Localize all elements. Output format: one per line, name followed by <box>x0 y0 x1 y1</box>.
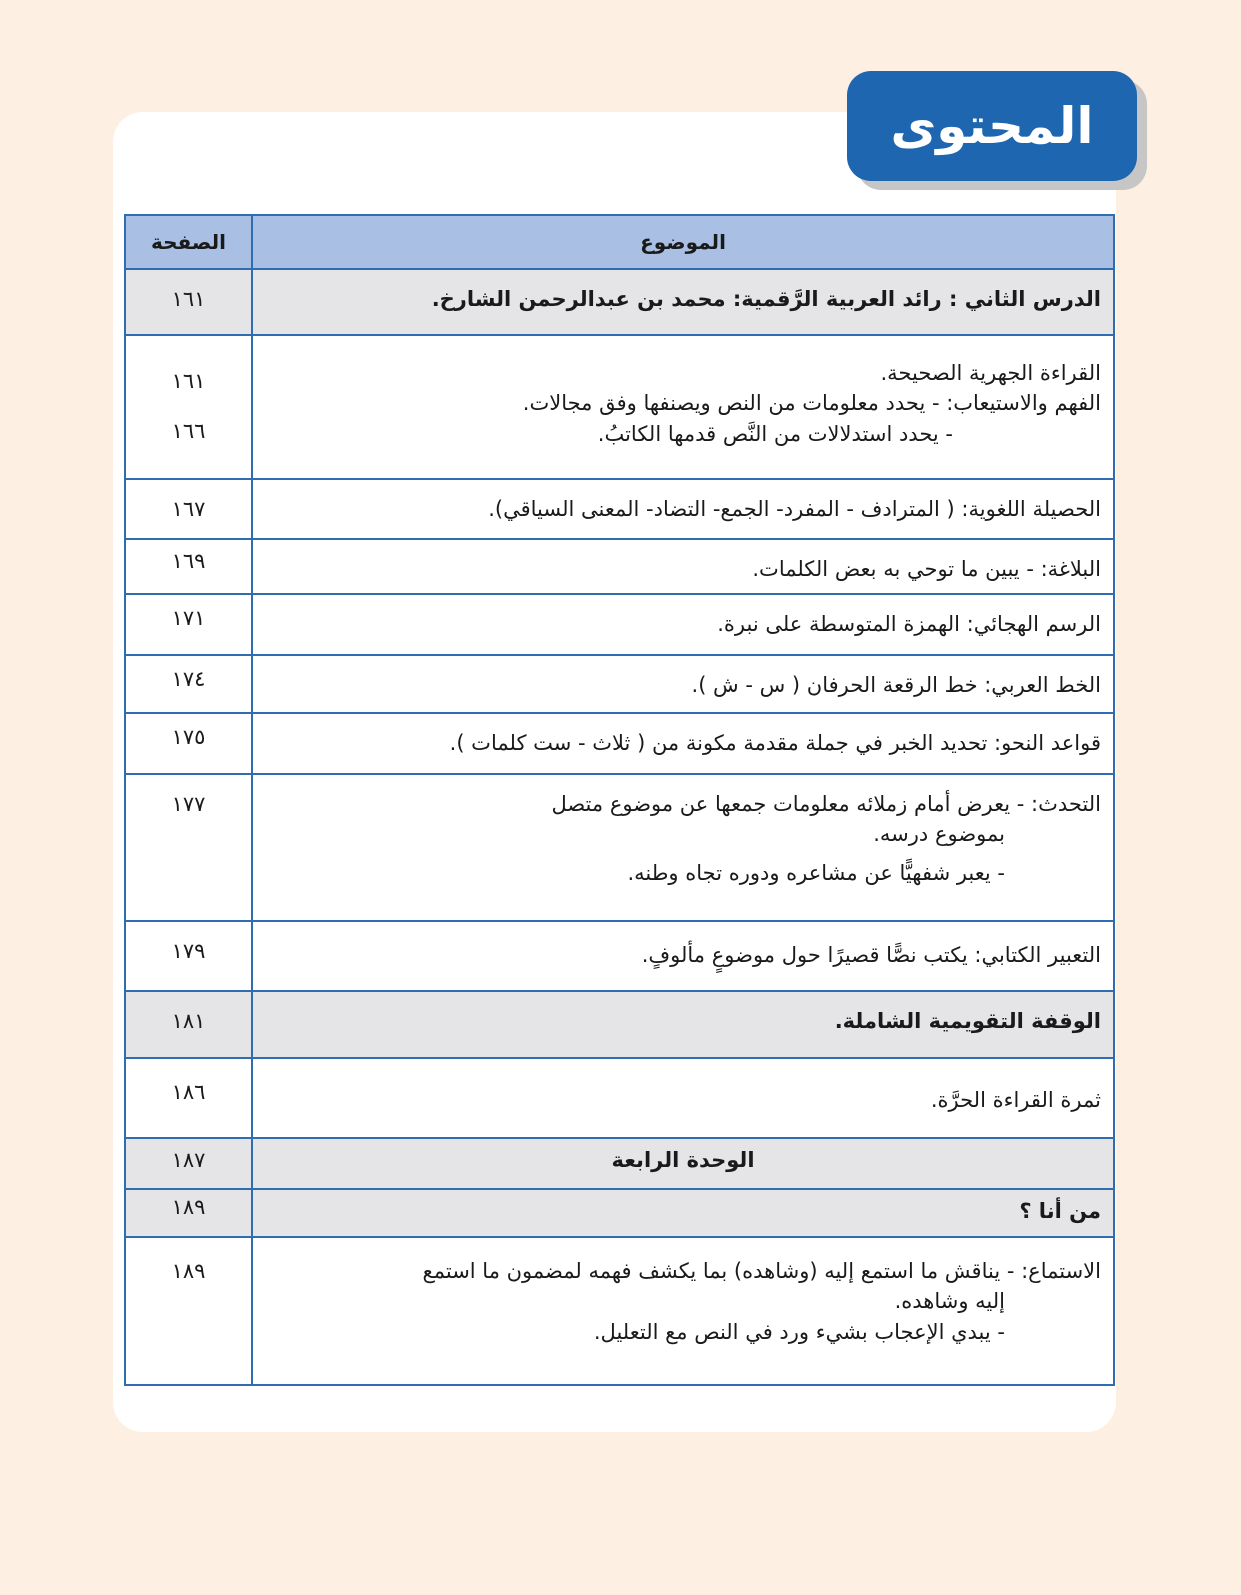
topic-cell <box>252 539 1114 594</box>
topic-line: التعبير الكتابي: يكتب نصًّا قصيرًا حول موضوعٍ مألوفٍ. <box>641 943 1101 967</box>
topic-cell <box>252 594 1114 655</box>
page-cell <box>125 539 252 594</box>
table-row <box>125 655 1114 713</box>
table-header-row <box>125 215 1114 269</box>
page-cell <box>125 991 252 1058</box>
page-number: ١٦١ <box>171 369 206 393</box>
page-cell <box>125 921 252 991</box>
topic-line: البلاغة: - يبين ما توحي به بعض الكلمات. <box>752 557 1101 581</box>
page-number: ١٨٩ <box>171 1195 206 1219</box>
topic-cell <box>252 269 1114 335</box>
page-cell <box>125 655 252 713</box>
topic-cell <box>252 774 1114 921</box>
table-row <box>125 1058 1114 1138</box>
topic-line: - يبدي الإعجاب بشيء ورد في النص مع التعليل. <box>593 1319 1005 1344</box>
topic-cell <box>252 479 1114 539</box>
table-row <box>125 594 1114 655</box>
topic-line: قواعد النحو: تحديد الخبر في جملة مقدمة مكونة من ( ثلاث - ست كلمات ). <box>449 731 1101 755</box>
page-cell <box>125 269 252 335</box>
page-cell <box>125 1189 252 1237</box>
topic-cell <box>252 335 1114 479</box>
topic-cell <box>252 991 1114 1058</box>
table-row <box>125 713 1114 774</box>
header-topic: الموضوع <box>252 215 1114 269</box>
topic-line: - يحدد استدلالات من النَّص قدمها الكاتبُ. <box>597 421 953 446</box>
topic-line: الدرس الثاني : رائد العربية الرَّقمية: محمد بن عبدالرحمن الشارخ. <box>431 287 1101 311</box>
table-row <box>125 539 1114 594</box>
page-number: ١٧٩ <box>171 939 206 963</box>
topic-cell <box>252 1058 1114 1138</box>
topic-line: من أنا ؟ <box>1019 1199 1101 1223</box>
table-row <box>125 1189 1114 1237</box>
page-number: ١٨٩ <box>171 1259 206 1283</box>
page-cell <box>125 1138 252 1189</box>
page-cell <box>125 774 252 921</box>
page-number: ١٨٦ <box>171 1080 206 1104</box>
topic-line: الخط العربي: خط الرقعة الحرفان ( س - ش ). <box>691 673 1101 697</box>
topic-cell <box>252 713 1114 774</box>
table-row <box>125 991 1114 1058</box>
page-number: ١٦٦ <box>171 419 206 444</box>
page-cell <box>125 594 252 655</box>
table-row <box>125 1237 1114 1385</box>
page-cell <box>125 1058 252 1138</box>
table-row <box>125 1138 1114 1189</box>
table-row <box>125 269 1114 335</box>
page-cell <box>125 335 252 479</box>
topic-line: الرسم الهجائي: الهمزة المتوسطة على نبرة. <box>717 612 1101 636</box>
header-page: الصفحة <box>125 215 252 269</box>
page-number: ١٧٧ <box>171 792 206 816</box>
table-row <box>125 774 1114 921</box>
page-number: ١٦٧ <box>171 497 206 521</box>
table-row <box>125 479 1114 539</box>
topic-line: الوقفة التقويمية الشاملة. <box>834 1009 1101 1033</box>
table-row <box>125 335 1114 479</box>
topic-line: الحصيلة اللغوية: ( المترادف - المفرد- الجمع- التضاد- المعنى السياقي). <box>488 497 1101 521</box>
page-number: ١٦٩ <box>171 549 206 573</box>
topic-line: ثمرة القراءة الحرَّة. <box>930 1088 1101 1112</box>
page-cell <box>125 1237 252 1385</box>
page-title: المحتوى <box>847 71 1137 181</box>
page-number: ١٧١ <box>171 606 206 630</box>
page-number: ١٧٥ <box>171 725 206 749</box>
contents-table <box>124 214 1115 1386</box>
page-cell <box>125 479 252 539</box>
topic-line: الوحدة الرابعة <box>611 1148 755 1172</box>
topic-line: الاستماع: - يناقش ما استمع إليه (وشاهده) بما يكشف فهمه لمضمون ما استمع <box>422 1259 1101 1283</box>
page-number: ١٦١ <box>171 287 206 311</box>
topic-line: - يعبر شفهيًّا عن مشاعره ودوره تجاه وطنه. <box>627 860 1005 885</box>
page-number: ١٨٧ <box>171 1148 206 1172</box>
topic-line: إليه وشاهده. <box>894 1289 1005 1314</box>
topic-cell <box>252 1189 1114 1237</box>
page-number: ١٨١ <box>171 1009 206 1033</box>
page-cell <box>125 713 252 774</box>
topic-cell <box>252 921 1114 991</box>
topic-cell <box>252 1138 1114 1189</box>
topic-line: القراءة الجهرية الصحيحة. <box>880 361 1101 385</box>
topic-line: بموضوع درسه. <box>873 822 1005 847</box>
topic-line: التحدث: - يعرض أمام زملائه معلومات جمعها عن موضوع متصل <box>551 792 1101 816</box>
topic-line: الفهم والاستيعاب: - يحدد معلومات من النص ويصنفها وفق مجالات. <box>522 391 1101 416</box>
topic-cell <box>252 1237 1114 1385</box>
topic-cell <box>252 655 1114 713</box>
table-row <box>125 921 1114 991</box>
page-number: ١٧٤ <box>171 667 206 691</box>
